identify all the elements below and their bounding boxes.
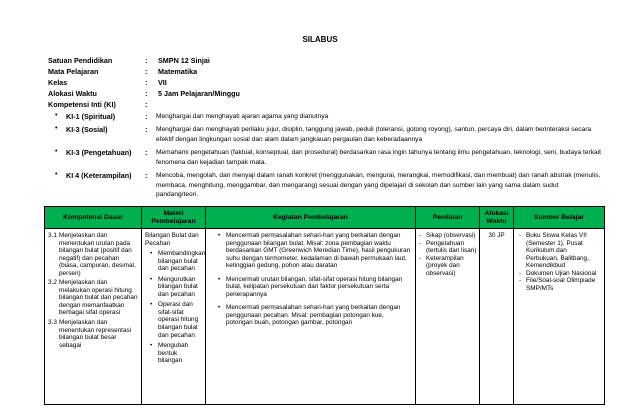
bullet-icon: •: [150, 275, 153, 283]
list-item: [517, 277, 601, 292]
list-item: [145, 250, 203, 273]
info-colon: :: [145, 56, 148, 65]
dash-icon: -: [519, 277, 522, 285]
info-colon: :: [145, 67, 148, 76]
list-item: [419, 240, 477, 255]
kd-item: [48, 319, 138, 349]
info-label-kelas: Kelas: [48, 78, 68, 87]
ki-colon: :: [145, 148, 148, 157]
ki-colon: :: [145, 171, 148, 180]
sumber-text: File/Soal-soal Olimpiade SMP/MTs: [526, 277, 596, 292]
ki-label-1: KI-1 (Spiritual): [66, 112, 116, 121]
dash-icon: -: [419, 239, 422, 247]
info-colon: :: [145, 89, 148, 98]
kd-number: 3.3: [48, 319, 57, 327]
ki-label-3: KI-3 (Pengetahuan): [66, 148, 132, 157]
ki-text-4: Mencoba, mengolah, dan menyaji dalam ranah konkret (menggunakan, mengurai, merangkai, memodifikasi, dan membuat) dan ranah abstrak (menulis, membaca, menghitung, menggambar, dan mengarang) sesuai dengan yang dipelajari di sekolah dan sumber lain yang sama dalam sudut pandang/teori.: [156, 172, 601, 198]
materi-text: Mengurutkan bilangan bulat dan pecahan: [158, 275, 198, 298]
bullet-icon: •: [55, 148, 58, 155]
kegiatan-text: Mencermati permasalahan sehari-hari yang berkaitan dengan penggunaan bilangan bulat. Misal: zona pembagian waktu berdasarkan GMT (Greenwich Meredian Time), hasil pengukuran suhu dengan termometer, kedalaman di bawah permukaan laut, ketinggian gedung, pohon atau daratan: [226, 232, 411, 270]
bullet-icon: •: [150, 342, 153, 350]
list-item: [145, 342, 203, 365]
materi-text: Operasi dan sifat-sifat operasi hitung bilangan bulat dan pecahan: [158, 301, 199, 339]
kd-item: [48, 232, 138, 277]
header-sumber: Sumber Belajar: [514, 207, 605, 229]
materi-text: Mengubah bentuk bilangan: [158, 342, 189, 365]
dash-icon: -: [519, 269, 522, 277]
cell-penilaian: [416, 229, 480, 405]
ki-text-3: Memahami pengetahuan (faktual, konseptual, dan prosedural) berdasarkan rasa ingin tahunya tentang ilmu pengetahuan, teknologi, seni, budaya terkait fenomena dan kejadian tampak mata.: [156, 149, 602, 166]
bullet-icon: •: [55, 112, 58, 119]
info-label-satuan: Satuan Pendidikan: [48, 56, 113, 65]
kegiatan-text: Mencermati urutan bilangan, sifat-sifat operasi hitung bilangan bulat, kelipatan persekutuan dan faktor persekutuan serta penerapannya: [226, 275, 403, 298]
kd-item: [48, 279, 138, 317]
kd-text: Menjelaskan dan menentukan urutan pada bilangan bulat (positif dan negatif) dan pecahan (biasa, campuran, desimal, persen): [59, 232, 136, 277]
info-colon: :: [145, 100, 148, 109]
list-item: [419, 255, 477, 278]
header-kegiatan: Kegiatan Pembelajaran: [206, 207, 416, 229]
bullet-icon: •: [55, 125, 58, 132]
info-value-kelas: VII: [158, 78, 167, 87]
penilaian-text: Keterampilan (proyek dan observasi): [426, 254, 464, 277]
cell-kegiatan: [206, 229, 416, 405]
kd-number: 3.1: [48, 232, 57, 239]
sumber-text: Buku Siswa Kelas VII (Semester 1), Pusat Kurikulum dan Perbukuan, Balitbang, Kemendikbud: [526, 232, 589, 270]
bullet-icon: •: [150, 301, 153, 309]
info-label-ki: Kompetensi Inti (KI): [48, 100, 116, 109]
info-value-satuan: SMPN 12 Sinjai: [158, 56, 210, 65]
bullet-icon: •: [218, 304, 221, 312]
table-header-row: [45, 207, 605, 229]
list-item: [218, 276, 411, 299]
kegiatan-text: Mencermati permasalahan sehari-hari yang berkaitan dengan penggunaan pecahan. Misal: pembagian potongan kue, potongan buah, potongan gambar, potongan: [226, 304, 401, 327]
header-penilaian: Penilaian: [416, 207, 480, 229]
page-title: SILABUS: [302, 35, 338, 44]
sumber-text: Dokumen Ujian Nasional: [526, 269, 597, 277]
materi-text: Membandingkan bilangan bulat dan pecahan: [158, 250, 205, 273]
penilaian-text: Sikap (observasi): [426, 232, 476, 239]
list-item: [145, 301, 203, 339]
list-item: [419, 232, 477, 240]
header-materi: Materi Pembelajaran: [142, 207, 206, 229]
header-kd: Kompetensi Dasar: [45, 207, 142, 229]
table-row: [45, 229, 605, 405]
list-item: [145, 276, 203, 299]
ki-label-4: KI 4 (Keterampilan): [66, 171, 132, 180]
alokasi-value: 30 JP: [488, 232, 505, 239]
ki-colon: :: [145, 125, 148, 134]
info-label-alokasi: Alokasi Waktu: [48, 89, 97, 98]
penilaian-text: Pengetahuan (tertulis dan lisan): [426, 239, 477, 255]
info-value-alokasi: 5 Jam Pelajaran/Minggu: [158, 89, 240, 98]
info-label-mapel: Mata Pelajaran: [48, 67, 99, 76]
cell-materi: [142, 229, 206, 405]
ki-text-2: Menghargai dan menghayati perilaku jujur, disiplin, tanggung jawab, peduli (toleransi, gotong royong), santun, percaya diri, dalam berinteraksi secara efektif dengan lingkungan sosial dan alam dalam jangkauan pergaulan dan keberadaannya: [156, 126, 592, 143]
dash-icon: -: [419, 254, 422, 262]
ki-label-2: KI-3 (Sosial): [66, 125, 108, 134]
bullet-icon: •: [55, 171, 58, 178]
list-item: [218, 232, 411, 270]
kd-text: Menjelaskan dan menentukan representasi bilangan bulat besar sebagai: [59, 319, 132, 349]
list-item: [517, 270, 601, 278]
cell-alokasi: [480, 229, 514, 405]
ki-colon: :: [145, 112, 148, 121]
kd-text: Menjelaskan dan melakukan operasi hitung bilangan bulat dan pecahan dengan memanfaatkan berbagai sifat operasi: [59, 279, 138, 317]
bullet-icon: •: [150, 250, 153, 258]
kd-number: 3.2: [48, 279, 57, 287]
dash-icon: -: [519, 232, 522, 239]
dash-icon: -: [419, 232, 422, 239]
bullet-icon: •: [218, 275, 221, 283]
list-item: [517, 232, 601, 270]
cell-sumber: [514, 229, 605, 405]
syllabus-table: [44, 206, 605, 405]
bullet-icon: •: [218, 232, 221, 239]
header-alokasi: Alokasi Waktu: [480, 207, 514, 229]
info-colon: :: [145, 78, 148, 87]
list-item: [218, 304, 411, 327]
materi-intro: Bilangan Bulat dan Pecahan: [145, 232, 199, 247]
ki-text-1: Menghargai dan menghayati ajaran agama yang dianutnya: [156, 113, 329, 120]
info-value-mapel: Matematika: [158, 67, 198, 76]
cell-kd: [45, 229, 142, 405]
